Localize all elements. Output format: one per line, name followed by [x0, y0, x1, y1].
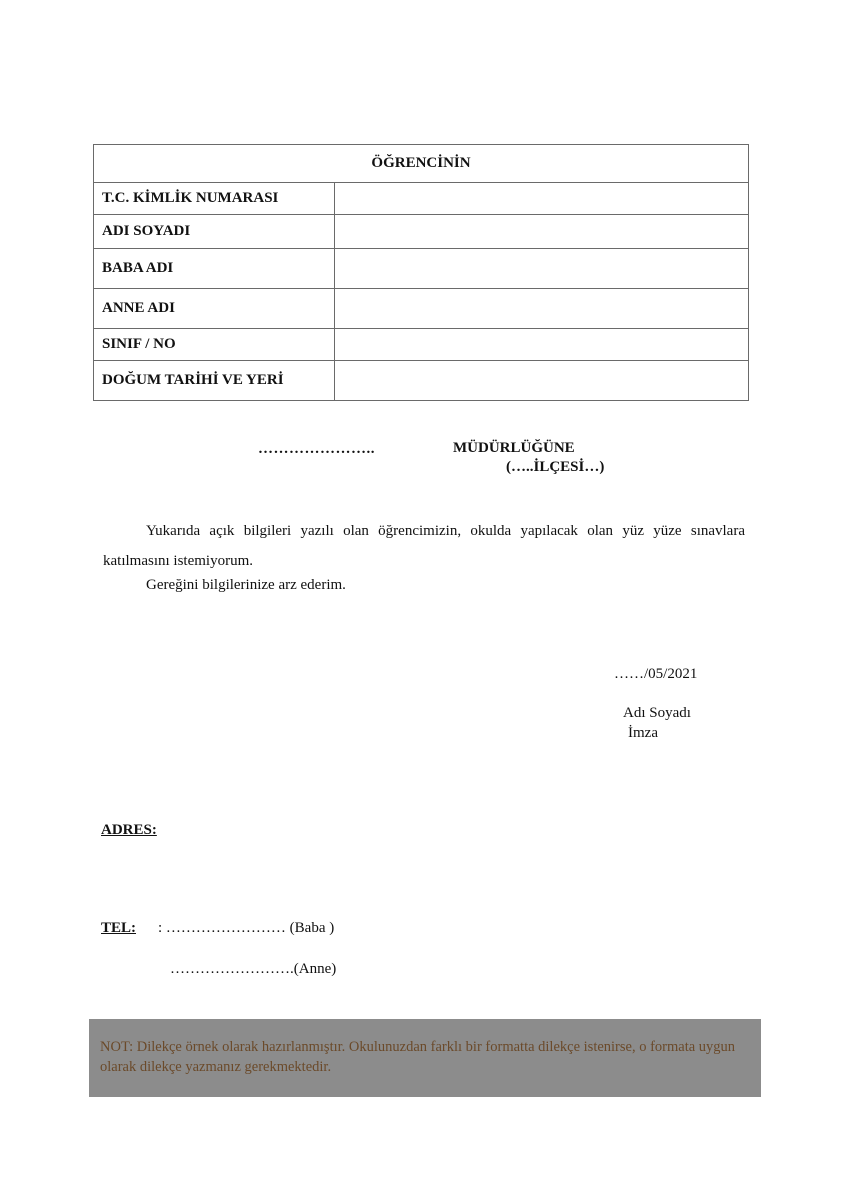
birth-info-field[interactable] — [335, 361, 749, 401]
table-row — [94, 215, 749, 249]
tel-label: TEL: — [101, 920, 137, 936]
birth-info-label: DOĞUM TARİHİ VE YERİ — [94, 361, 335, 401]
father-name-field[interactable] — [335, 249, 749, 289]
name-label: ADI SOYADI — [94, 215, 335, 249]
table-row — [94, 289, 749, 329]
tc-id-field[interactable] — [335, 183, 749, 215]
class-no-field[interactable] — [335, 329, 749, 361]
petition-body: Yukarıda açık bilgileri yazılı olan öğrencimizin, okulda yapılacak olan yüz yüze sınavlara katılmasını istemiyorum. — [103, 523, 745, 569]
table-header: ÖĞRENCİNİN — [94, 145, 749, 183]
mother-name-field[interactable] — [335, 289, 749, 329]
student-info-table — [93, 144, 749, 401]
table-row — [94, 249, 749, 289]
petition-closing: Gereğini bilgilerinize arz ederim. — [146, 577, 346, 593]
class-no-label: SINIF / NO — [94, 329, 335, 361]
addressee-district: (…..İLÇESİ…) — [506, 459, 605, 475]
school-name-placeholder: ………………….. — [258, 441, 375, 457]
signature-date: ……/05/2021 — [614, 666, 698, 682]
table-row — [94, 183, 749, 215]
address-label: ADRES: — [101, 822, 157, 838]
tc-id-label: T.C. KİMLİK NUMARASI — [94, 183, 335, 215]
name-field[interactable] — [335, 215, 749, 249]
father-name-label: BABA ADI — [94, 249, 335, 289]
note-text: NOT: Dilekçe örnek olarak hazırlanmıştır. Okulunuzdan farklı bir formatta dilekçe istenirse, o formata uygun olarak dilekçe yazmanız gerekmektedir. — [100, 1039, 736, 1075]
mother-name-label: ANNE ADI — [94, 289, 335, 329]
addressee-title: MÜDÜRLÜĞÜNE — [453, 440, 575, 456]
tel-mother-line: …………………….(Anne) — [170, 961, 337, 977]
signature-name-label: Adı Soyadı — [623, 705, 691, 721]
signature-sign-label: İmza — [628, 725, 658, 741]
note-box — [89, 1019, 761, 1097]
table-row — [94, 329, 749, 361]
table-row — [94, 361, 749, 401]
tel-father-line: : …………………… (Baba ) — [158, 920, 335, 936]
